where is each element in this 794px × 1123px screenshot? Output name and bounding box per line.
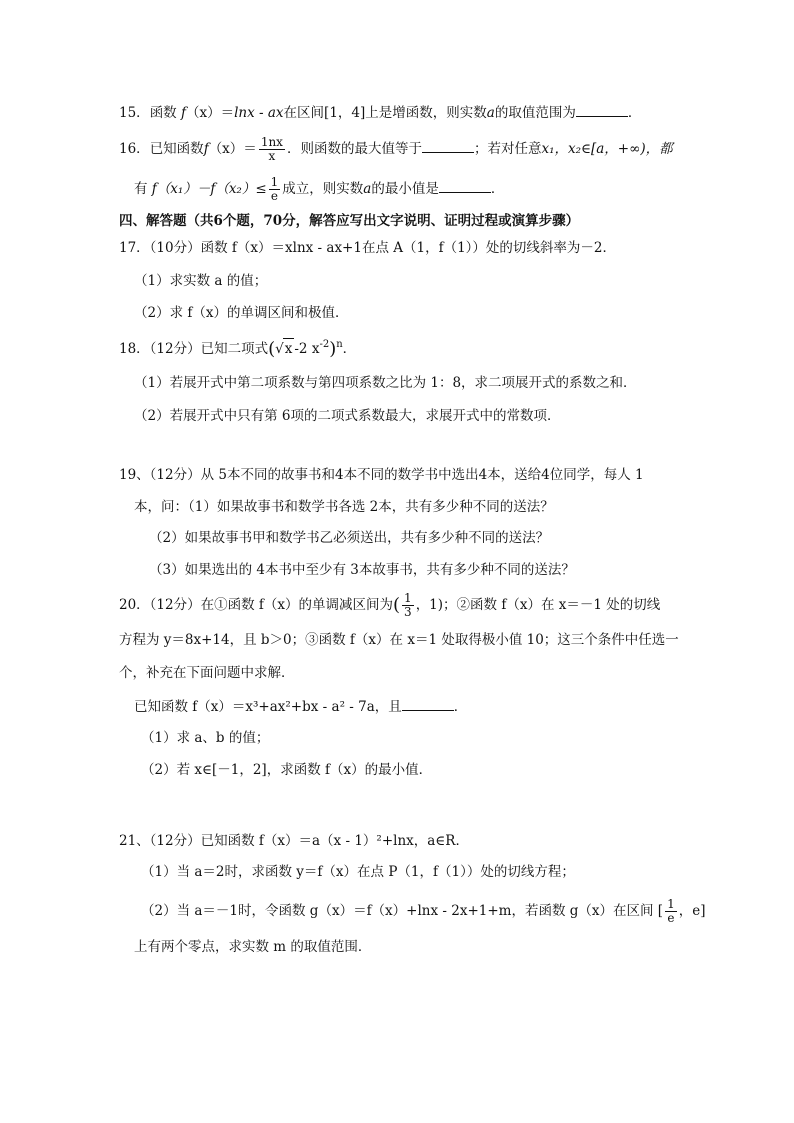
q21-part2-line2: 上有两个零点，求实数 m 的取值范围． — [134, 939, 372, 955]
q19-line1: 19、（12分）从 5本不同的故事书和4本不同的数学书中选出4本，送给4位同学，每人 1 — [119, 467, 644, 483]
q15-text-d: 的取值范围为 — [494, 105, 576, 121]
q21-frac-num: 1 — [667, 897, 675, 911]
q17-part1: （1）求实数 a 的值； — [134, 273, 268, 289]
q20-line2: 方程为 y＝8x+14，且 b＞0；③函数 f（x）在 x＝1 处取得极小值 10；这三个条件中任选一 — [119, 632, 679, 648]
q18-close-paren: ) — [329, 338, 337, 360]
q16-text-d: ；若对任意 — [473, 141, 542, 157]
q18-exp-neg2: -2 — [319, 339, 330, 350]
q19-part2: （2）如果故事书甲和数学书乙必须送出，共有多少种不同的送法？ — [149, 530, 550, 546]
q21-part1: （1）当 a＝2时，求函数 y＝f（x）在点 P（1，f（1））处的切线方程； — [141, 864, 575, 880]
q16-frac2-num: 1 — [270, 175, 279, 189]
q15-text-b: （x）＝ — [185, 105, 235, 121]
q16-line2-c: 成立，则实数 — [282, 181, 364, 197]
q20-part1: （1）求 a、b 的值； — [141, 730, 270, 746]
q15-answer-blank[interactable] — [576, 102, 628, 117]
q16-number: 16． — [119, 141, 150, 157]
q18-expr-b: -2 x — [294, 341, 320, 357]
q16-end: ． — [490, 181, 505, 197]
q15-text-a: 函数 — [149, 105, 177, 121]
q20-given — [134, 696, 467, 717]
q18-part2: （2）若展开式中只有第 6项的二项式系数最大，求展开式中的常数项． — [134, 408, 561, 424]
q16-answer-blank-2[interactable] — [439, 178, 491, 193]
q20-condition-blank[interactable] — [402, 696, 454, 711]
q16-text-c: ．则函数的最大值等于 — [286, 141, 422, 157]
q20-frac-num: 1 — [404, 591, 412, 605]
q15-expr: lnx - ax — [234, 105, 284, 121]
q16-text-a: 已知函数 — [149, 141, 204, 157]
q20-line1-a: 20．（12分）在①函数 f（x）的单调减区间为 — [119, 597, 394, 613]
q20-frac-den: 3 — [404, 605, 412, 619]
section4-heading: 四、解答题（共6个题，70分，解答应写出文字说明、证明过程或演算步骤） — [119, 213, 580, 229]
q19-line2: 本，问：（1）如果故事书和数学书各选 2本，共有多少种不同的送法？ — [134, 499, 554, 515]
q21-p2-b: ，e] — [678, 903, 706, 919]
q20-part2: （2）若 x∈[－1，2]，求函数 f（x）的最小值． — [141, 762, 433, 778]
q15-number: 15． — [119, 105, 150, 121]
q16-text-b: （x）＝ — [208, 141, 257, 157]
q18-sqrt-x: x — [283, 338, 295, 359]
q15-line — [119, 102, 641, 123]
q21-stem: 21、（12分）已知函数 f（x）＝a（x - 1）²+lnx，a∈R． — [119, 833, 469, 849]
q16-frac-den: x — [268, 149, 276, 163]
q16-frac-num: 1nx — [260, 135, 283, 149]
q16-fraction — [259, 136, 285, 163]
q21-part2 — [141, 898, 705, 925]
q20-given-end: ． — [453, 699, 468, 715]
q15-f: f — [180, 105, 186, 121]
q18-sqrt-sign: √ — [275, 341, 284, 357]
q18-exp-n: n — [336, 339, 343, 350]
q18-part1: （1）若展开式中第二项系数与第四项系数之比为 1：8，求二项展开式的系数之和． — [134, 375, 637, 391]
q17-part2: （2）求 f（x）的单调区间和极值． — [134, 305, 349, 321]
q20-fraction — [402, 592, 414, 619]
q16-line2 — [134, 176, 504, 203]
q16-line2-a: 有 — [134, 181, 148, 197]
q16-a: a — [363, 181, 372, 197]
q17-stem: 17．（10分）函数 f（x）＝xlnx - ax+1在点 A（1，f（1））处的切线斜率为－2． — [119, 240, 617, 256]
q21-p2-a: （2）当 a＝－1时，令函数 g（x）＝f（x）+lnx - 2x+1+m，若函数 g（x）在区间 [ — [141, 903, 664, 919]
q16-f: f — [203, 141, 209, 157]
q18-end: ． — [342, 341, 357, 357]
q18-stem-a: 18．（12分）已知二项式 — [119, 341, 269, 357]
q20-line1 — [119, 592, 660, 619]
q18-open-paren: ( — [268, 338, 276, 360]
q15-end: ． — [627, 105, 642, 121]
q16-line1 — [119, 136, 673, 163]
q15-text-c: 在区间[1，4]上是增函数，则实数 — [283, 105, 487, 121]
q21-frac-den: e — [667, 911, 675, 925]
q15-a: a — [486, 105, 495, 121]
q18-stem — [119, 335, 356, 360]
q16-fraction-2 — [269, 176, 281, 203]
q20-open-paren: ( — [393, 594, 401, 616]
q20-line3: 个，补充在下面问题中求解． — [119, 665, 295, 681]
q16-x1x2: x₁，x₂∈[a，+∞)，都 — [541, 141, 673, 157]
q16-line2-b: f（x₁）－f（x₂）≤ — [151, 181, 267, 197]
q20-given-a: 已知函数 f（x）＝x³+ax²+bx - a² - 7a，且 — [134, 699, 402, 715]
q19-part3: （3）如果选出的 4本书中至少有 3本故事书，共有多少种不同的送法？ — [149, 562, 575, 578]
q16-answer-blank-1[interactable] — [422, 138, 474, 153]
q20-line1-b: ，1)；②函数 f（x）在 x＝－1 处的切线 — [415, 597, 661, 613]
q16-frac2-den: e — [270, 189, 279, 203]
q21-fraction — [665, 898, 677, 925]
q16-line2-d: 的最小值是 — [371, 181, 439, 197]
